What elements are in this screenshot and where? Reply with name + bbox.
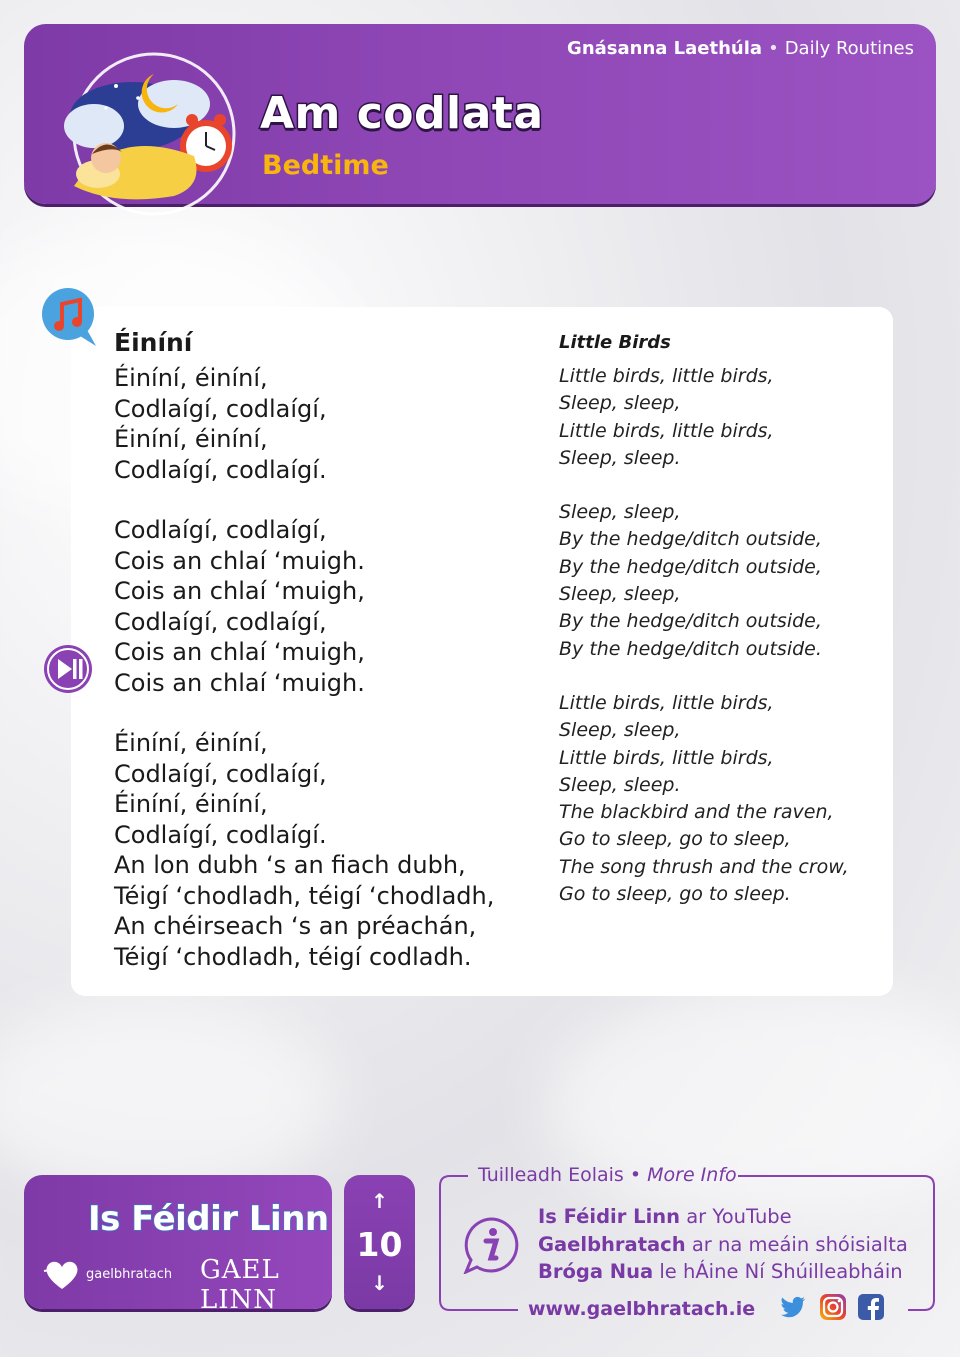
info-line-broga-nua[interactable]: Bróga Nua le hÁine Ní Shúilleabháin [538,1260,903,1283]
translation-line: Little birds, little birds, [559,419,774,442]
translation-line: By the hedge/ditch outside, [559,528,822,551]
lyric-line: Éiníní, éiníní, [114,729,268,757]
gael-linn-logo: GAEL LINN [200,1255,280,1315]
music-note-icon [40,286,102,348]
category-separator: • [768,38,779,59]
irish-lyrics [114,328,544,1002]
more-info-irish: Tuilleadh Eolais [478,1164,624,1186]
lyric-line: An chéirseach ‘s an préachán, [114,912,477,940]
more-info-title [474,1164,741,1186]
header-banner [24,24,936,204]
page-number-panel [344,1175,415,1309]
lyric-line: Téigí ‘chodladh, téigí codladh. [114,942,472,971]
translation-line: Sleep, sleep. [559,773,681,796]
lyric-line: Téigí ‘chodladh, téigí ‘chodladh, [114,881,495,910]
irish-stanza [114,515,544,698]
is-feidir-linn-logo: Is Féidir Linn [88,1199,329,1239]
lyric-line: An lon dubh ‘s an fiach dubh, [114,851,466,879]
lyric-line: Codlaígí, codlaígí. [114,820,327,849]
category-irish: Gnásanna Laethúla [567,38,763,59]
translation-line: Little birds, little birds, [559,365,774,387]
translation-line: By the hedge/ditch outside. [559,637,822,660]
lyric-line: Codlaígí, codlaígí, [114,759,327,788]
translation-line: Little birds, little birds, [559,746,774,769]
more-info-english: More Info [647,1164,737,1186]
twitter-icon[interactable] [778,1292,808,1322]
lyric-line: Éiníní, éiníní, [114,425,268,453]
facebook-icon[interactable] [856,1292,886,1322]
irish-stanza [114,363,544,485]
irish-stanza [114,728,544,972]
lyric-line: Cois an chlaí ‘muigh. [114,546,365,575]
translation-line: Go to sleep, go to sleep, [559,828,791,851]
lyric-line: Codlaígí, codlaígí, [114,394,327,423]
irish-song-title: Éiníní [114,328,193,357]
logo-panel [24,1175,332,1315]
lyric-line: Codlaígí, codlaígí, [114,607,327,636]
lyric-line: Éiníní, éiníní, [114,364,268,392]
translation-line: The blackbird and the raven, [559,801,834,824]
page-subtitle: Bedtime [262,150,389,181]
info-line-youtube[interactable]: Is Féidir Linn ar YouTube [538,1205,792,1228]
page-title: Am codlata [260,88,544,139]
translation-line: Sleep, sleep. [559,446,681,469]
background-cloud [0,1000,340,1200]
instagram-icon[interactable] [818,1292,848,1322]
translation-line: By the hedge/ditch outside, [559,555,822,578]
english-song-title: Little Birds [559,332,671,353]
translation-line: Go to sleep, go to sleep. [559,883,791,906]
english-stanza [559,690,889,908]
translation-line: By the hedge/ditch outside, [559,610,822,633]
more-info-list [538,1203,908,1286]
website-link[interactable]: www.gaelbhratach.ie [528,1298,756,1320]
lyric-line: Cois an chlaí ‘muigh, [114,638,365,666]
header-category [567,38,914,59]
info-icon [462,1216,520,1274]
more-info-separator: • [629,1164,642,1186]
info-line-social[interactable]: Gaelbhratach ar na meáin shóisialta [538,1232,908,1256]
gaelbhratach-logo-text: gaelbhratach [86,1267,173,1282]
translation-line: Sleep, sleep, [559,392,681,415]
page-up-arrow-icon[interactable]: ↑ [371,1189,388,1213]
english-stanza [559,363,889,472]
lyric-line: Éiníní, éiníní, [114,790,268,818]
translation-line: Sleep, sleep, [559,501,681,524]
page-down-arrow-icon[interactable]: ↓ [371,1271,388,1295]
page-number: 10 [356,1225,403,1264]
english-stanza [559,499,889,663]
translation-line: Little birds, little birds, [559,691,774,714]
translation-line: Sleep, sleep, [559,719,681,742]
translation-line: The song thrush and the crow, [559,855,849,878]
lyric-line: Codlaígí, codlaígí, [114,516,327,544]
lyric-line: Cois an chlaí ‘muigh. [114,668,365,697]
translation-line: Sleep, sleep, [559,583,681,606]
english-translation [559,332,889,935]
bedtime-illustration-icon [54,46,254,216]
lyric-line: Cois an chlaí ‘muigh, [114,577,365,605]
category-english: Daily Routines [784,38,914,59]
play-pause-icon[interactable] [43,644,93,694]
lyric-line: Codlaígí, codlaígí. [114,455,327,484]
